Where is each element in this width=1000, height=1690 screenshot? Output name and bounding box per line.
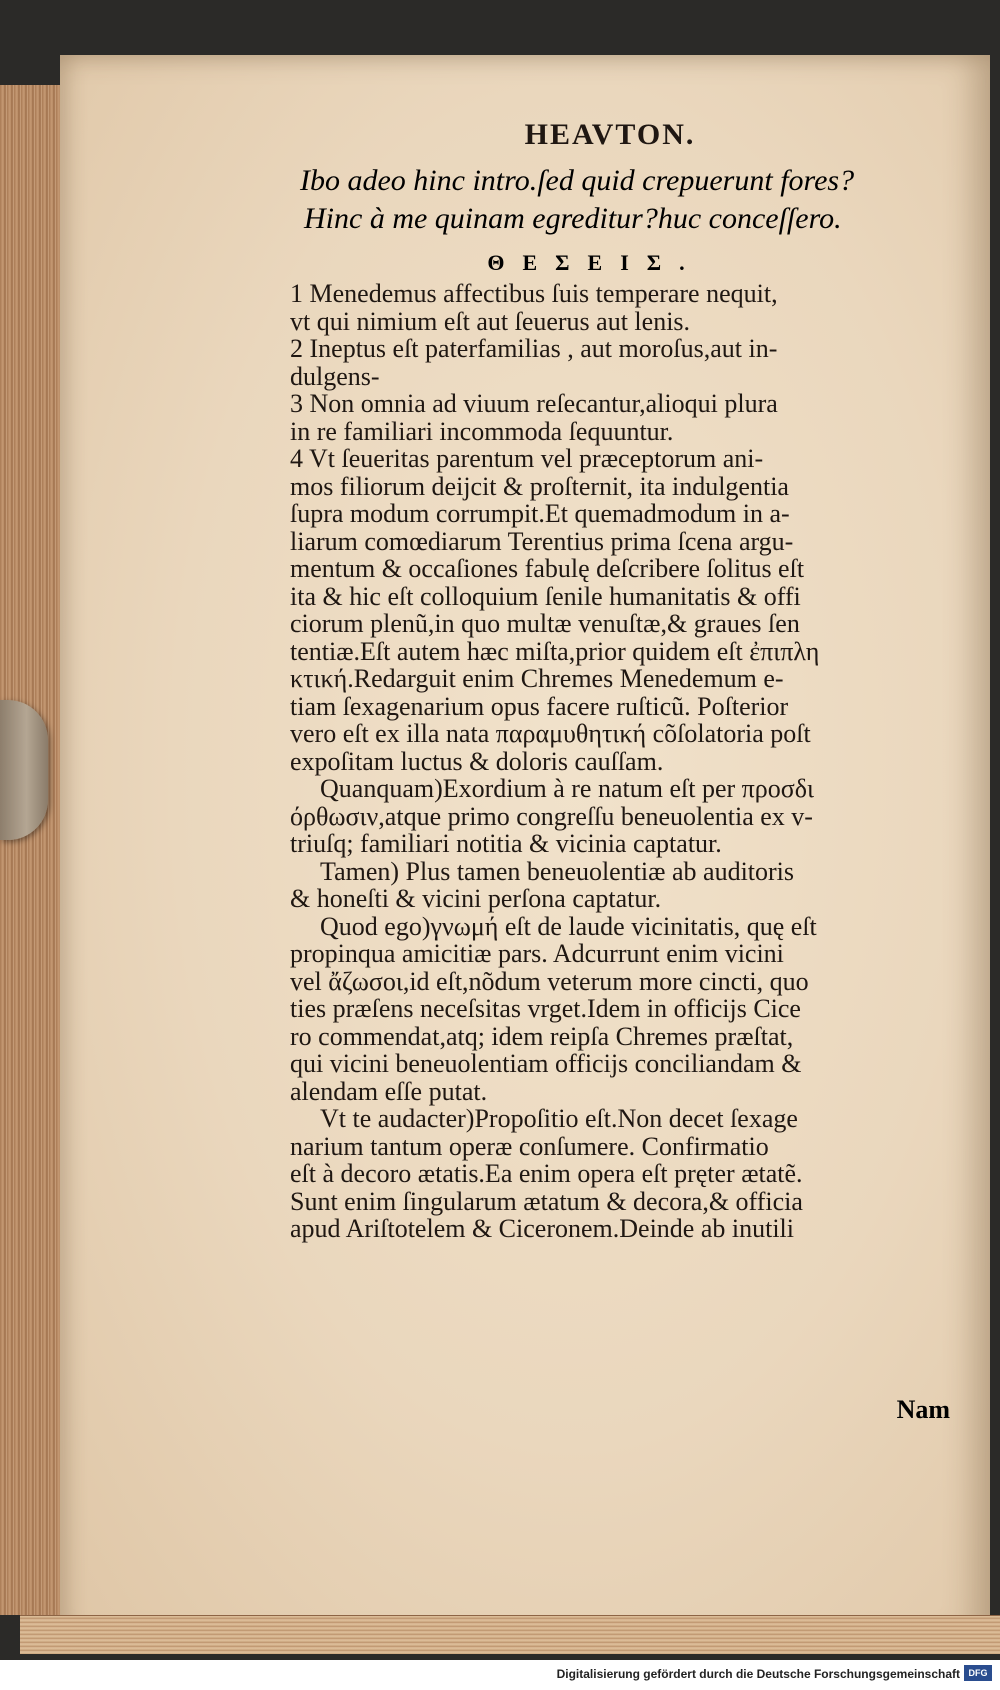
- text-line: liarum comœdiarum Terentius prima ſcena argu-: [290, 526, 794, 556]
- text-line: alendam eſſe putat.: [290, 1076, 488, 1106]
- text-line: qui vicini beneuolentiam officijs conciliandam &: [290, 1049, 802, 1078]
- text-line: 2 Ineptus eſt paterfamilias , aut moroſus,aut in-: [290, 334, 778, 363]
- text-line: narium tantum operæ conſumere. Confirmatio: [290, 1131, 769, 1161]
- dfg-logo-icon: DFG: [964, 1665, 992, 1681]
- book-clasp: [0, 700, 48, 840]
- text-line: mentum & occaſiones fabulę deſcribere ſolitus eſt: [290, 554, 805, 583]
- footer: [0, 1660, 1000, 1690]
- text-line: 4 Vt ſeueritas parentum vel præceptorum ani-: [290, 444, 764, 473]
- verse-line: Hinc à me quinam egreditur?huc conceſſero.: [304, 202, 842, 235]
- text-line: vt qui nimium eſt aut ſeuerus aut lenis.: [290, 306, 691, 336]
- commentary-text: [290, 280, 950, 1243]
- text-line: eſt à decoro ætatis.Ea enim opera eſt pręter ætatẽ.: [290, 1159, 803, 1188]
- text-line: ita & hic eſt colloquium ſenile humanitatis & offi: [290, 581, 801, 611]
- running-head: HEAVTON.: [524, 118, 696, 151]
- catchword: Nam: [896, 1395, 950, 1424]
- text-line: 1 Menedemus affectibus ſuis temperare nequit,: [290, 279, 778, 308]
- text-line: ties præſens neceſsitas vrget.Idem in officijs Cice: [290, 994, 801, 1023]
- text-line: vel ἄζωσοι,id eſt,nõdum veterum more cincti, quo: [290, 966, 809, 996]
- text-line: όρθωσιν,atque primo congreſſu beneuolentia ex v-: [290, 801, 813, 831]
- text-line: Vt te audacter)Propoſitio eſt.Non decet ſexage: [320, 1104, 798, 1133]
- text-line: Tamen) Plus tamen beneuolentiæ ab auditoris: [320, 856, 795, 886]
- verse-block: [300, 162, 900, 238]
- text-line: mos filiorum deijcit & proſternit, ita indulgentia: [290, 471, 789, 501]
- text-line: vero eſt ex illa nata παραμυθητική cõſolatoria poſt: [290, 719, 811, 748]
- text-line: & honeſti & vicini perſona captatur.: [290, 884, 662, 913]
- text-line: tiam ſexagenarium opus facere ruſticũ. Poſterior: [290, 691, 789, 721]
- text-line: ciorum plenũ,in quo multæ venuſtæ,& graues ſen: [290, 609, 800, 638]
- book-bottom-edge: [20, 1615, 1000, 1654]
- footer-credit: Digitalisierung gefördert durch die Deutsche Forschungsgemeinschaft: [556, 1667, 960, 1681]
- text-line: Quanquam)Exordium à re natum eſt per προσδι: [320, 774, 814, 803]
- text-line: expoſitam luctus & doloris cauſſam.: [290, 746, 664, 776]
- text-line: 3 Non omnia ad viuum reſecantur,alioqui plura: [290, 389, 778, 418]
- text-line: Sunt enim ſingularum ætatum & decora,& officia: [290, 1186, 803, 1216]
- text-line: propinqua amicitiæ pars. Adcurrunt enim vicini: [290, 939, 784, 968]
- text-line: apud Ariſtotelem & Ciceronem.Deinde ab inutili: [290, 1214, 794, 1243]
- text-line: tentiæ.Eſt autem hæc miſta,prior quidem eſt ἐπιπλη: [290, 636, 820, 666]
- text-line: dulgens-: [290, 361, 380, 391]
- text-line: triuſq; familiari notitia & vicinia captatur.: [290, 829, 722, 858]
- text-line: ſupra modum corrumpit.Et quemadmodum in a-: [290, 499, 790, 528]
- theses-heading: ΘΕΣΕΙΣ.: [487, 250, 703, 275]
- text-line: ro commendat,atq; idem reipſa Chremes præſtat,: [290, 1021, 794, 1051]
- text-line: κτική.Redarguit enim Chremes Menedemum e-: [290, 664, 784, 693]
- text-line: in re familiari incommoda ſequuntur.: [290, 416, 674, 446]
- text-line: Quod ego)γνωμή eſt de laude vicinitatis, quę eſt: [320, 911, 817, 941]
- verse-line: Ibo adeo hinc intro.ſed quid crepuerunt fores?: [300, 164, 855, 197]
